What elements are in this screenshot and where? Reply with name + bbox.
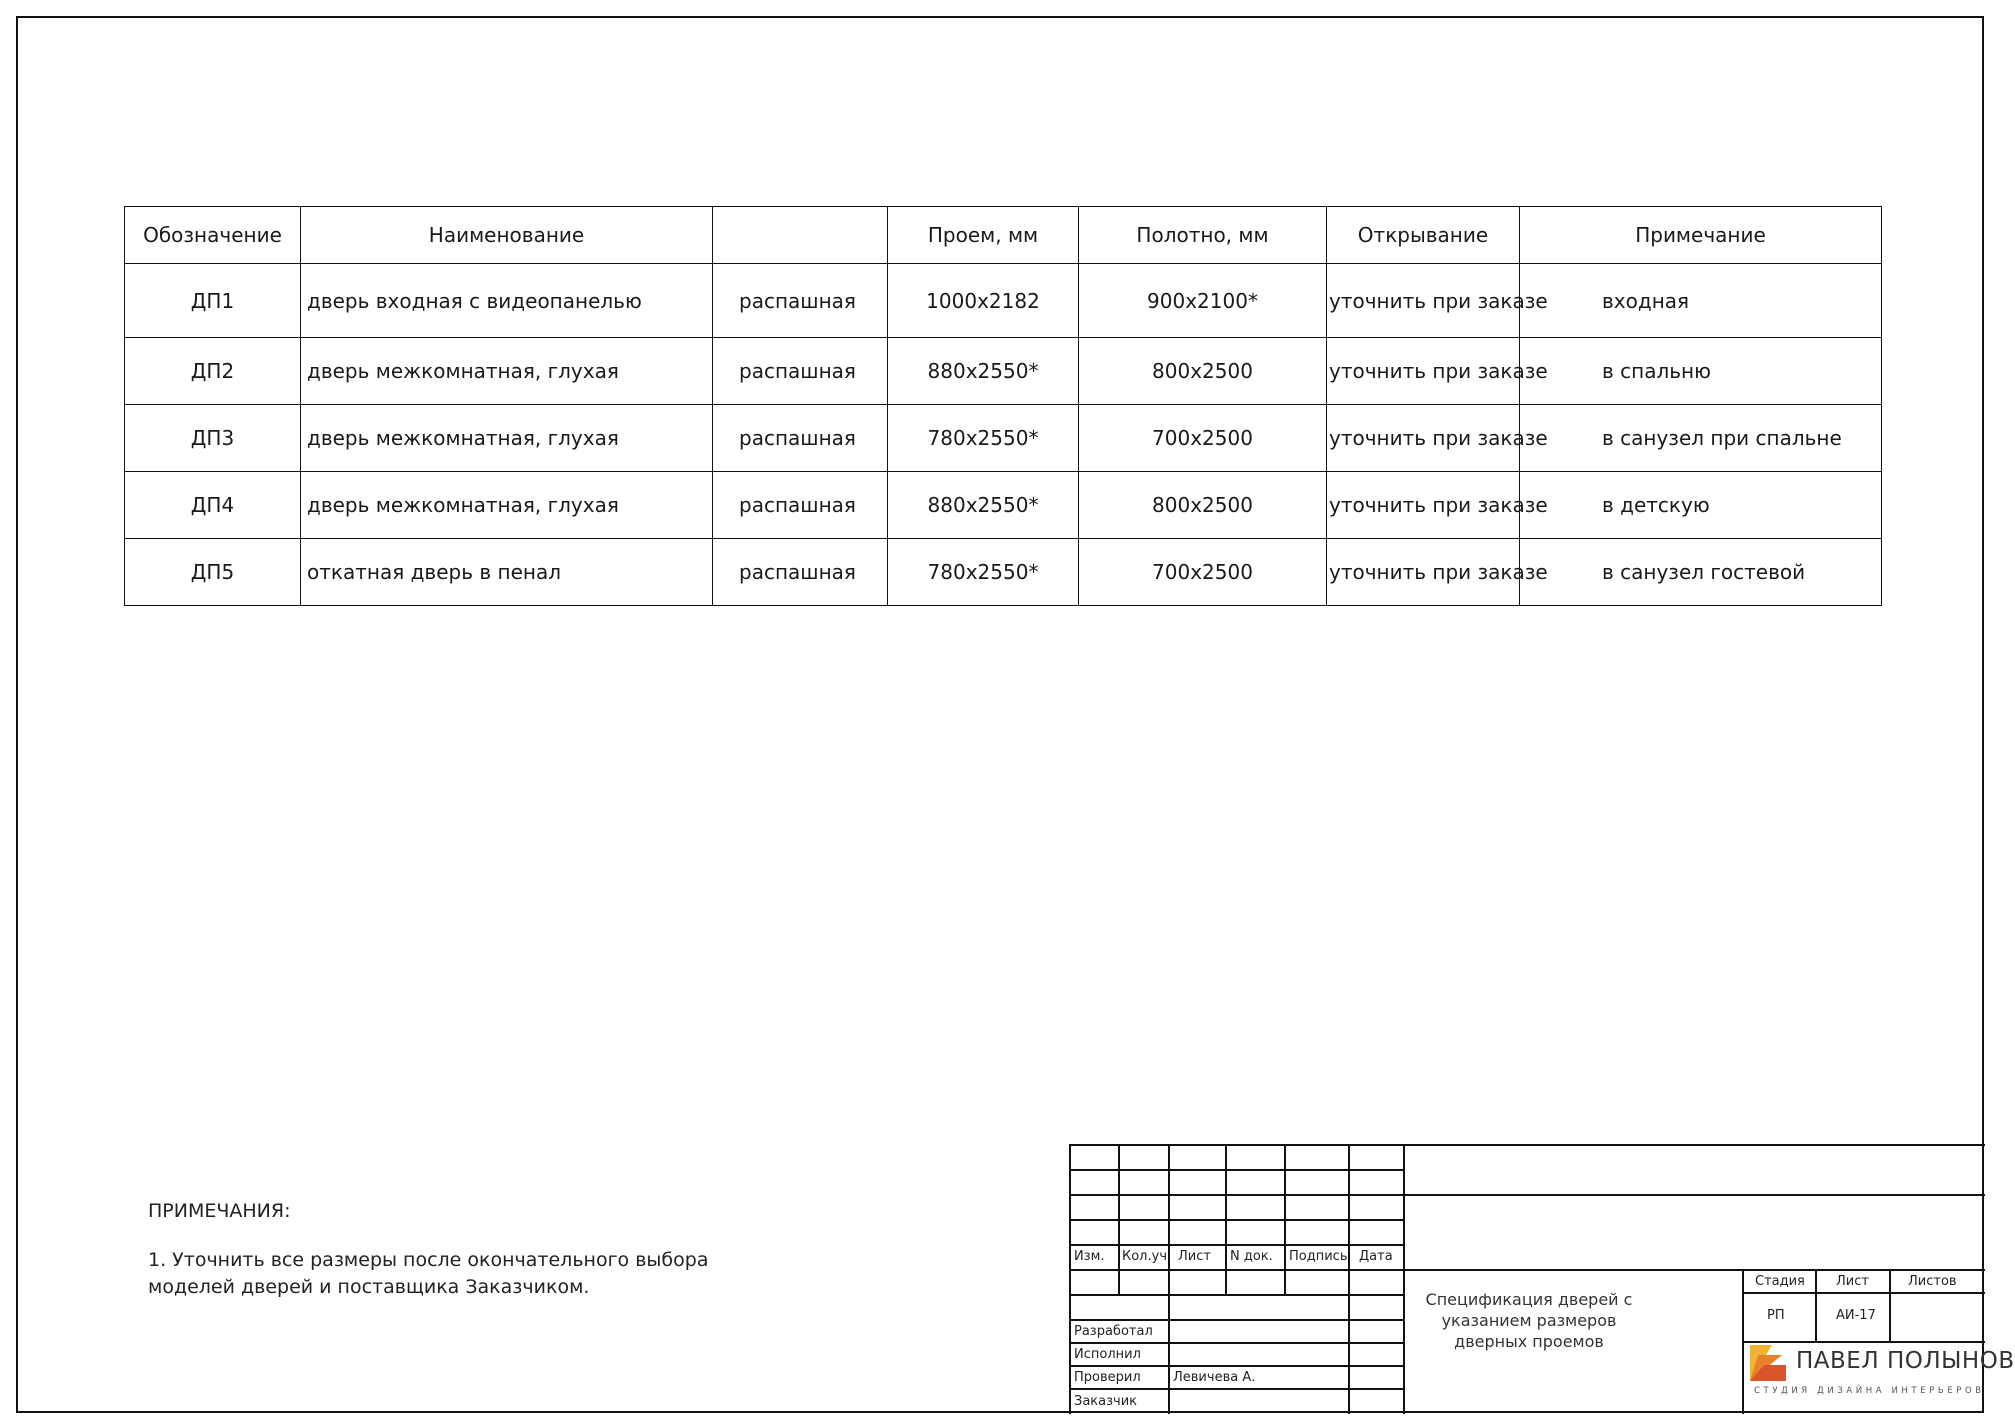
cell-leaf-size: 800x2500 [1079,338,1327,405]
stage-value: РП [1767,1308,1785,1323]
cell-note: входная [1520,264,1882,338]
cell-designation: ДП3 [125,405,301,472]
cell-name: дверь межкомнатная, глухая [301,338,713,405]
cell-opening-direction: уточнить при заказе [1327,264,1520,338]
cell-leaf-size: 800x2500 [1079,472,1327,539]
col-header-change: Изм. [1074,1249,1105,1264]
cell-designation: ДП1 [125,264,301,338]
cell-type: распашная [713,264,888,338]
cell-opening-size: 880x2550* [888,338,1079,405]
cell-opening-size: 780x2550* [888,539,1079,606]
notes-title: ПРИМЕЧАНИЯ: [148,1200,291,1222]
table-row [125,338,1882,405]
table-row [125,472,1882,539]
cell-opening-direction: уточнить при заказе [1327,539,1520,606]
role-checker: Проверил [1074,1370,1141,1385]
cell-leaf-size: 700x2500 [1079,405,1327,472]
studio-logo-icon [1750,1345,1786,1381]
cell-opening-size: 780x2550* [888,405,1079,472]
notes-line: моделей дверей и поставщика Заказчиком. [148,1276,590,1298]
header-designation: Обозначение [125,207,301,264]
cell-name: откатная дверь в пенал [301,539,713,606]
col-header-doc-number: N док. [1230,1249,1273,1264]
header-name: Наименование [301,207,713,264]
notes-line: 1. Уточнить все размеры после окончательного выбора [148,1249,709,1271]
cell-note: в санузел при спальне [1520,405,1882,472]
cell-note: в детскую [1520,472,1882,539]
cell-designation: ДП4 [125,472,301,539]
role-developer: Разработал [1074,1324,1153,1339]
col-header-sheet: Лист [1178,1249,1211,1264]
stage-label: Стадия [1755,1274,1805,1289]
cell-designation: ДП5 [125,539,301,606]
role-customer: Заказчик [1074,1394,1138,1409]
header-opening-direction: Открывание [1327,207,1520,264]
cell-type: распашная [713,539,888,606]
cell-leaf-size: 700x2500 [1079,539,1327,606]
door-specification-table [124,206,1882,606]
header-opening-size: Проем, мм [888,207,1079,264]
notes-block [148,1198,708,1301]
cell-opening-direction: уточнить при заказе [1327,338,1520,405]
studio-logo [1750,1342,2015,1404]
table-row [125,539,1882,606]
cell-name: дверь межкомнатная, глухая [301,405,713,472]
sheet-title-line: Спецификация дверей с [1425,1290,1633,1309]
sheet-title-line: дверных проемов [1454,1332,1604,1351]
cell-name: дверь межкомнатная, глухая [301,472,713,539]
studio-subtitle: СТУДИЯ ДИЗАЙНА ИНТЕРЬЕРОВ [1754,1386,1985,1396]
cell-designation: ДП2 [125,338,301,405]
role-executor: Исполнил [1074,1347,1141,1362]
studio-name: ПАВЕЛ ПОЛЫНОВ [1796,1348,2015,1374]
col-header-count: Кол.уч. [1122,1249,1172,1264]
cell-opening-direction: уточнить при заказе [1327,472,1520,539]
cell-note: в спальню [1520,338,1882,405]
cell-name: дверь входная с видеопанелью [301,264,713,338]
checker-name: Левичева А. [1173,1370,1256,1385]
sheet-title [1399,1289,1659,1352]
cell-type: распашная [713,472,888,539]
cell-opening-size: 880x2550* [888,472,1079,539]
col-header-signature: Подпись [1289,1249,1348,1264]
header-leaf-size: Полотно, мм [1079,207,1327,264]
cell-type: распашная [713,338,888,405]
table-row [125,405,1882,472]
title-block [1069,1144,2015,1414]
col-header-date: Дата [1359,1249,1393,1264]
header-note: Примечание [1520,207,1882,264]
sheet-value: АИ-17 [1836,1308,1876,1323]
cell-opening-direction: уточнить при заказе [1327,405,1520,472]
cell-note: в санузел гостевой [1520,539,1882,606]
table-header-row [125,207,1882,264]
cell-opening-size: 1000x2182 [888,264,1079,338]
sheet-title-line: указанием размеров [1441,1311,1617,1330]
sheet-label: Лист [1836,1274,1869,1289]
cell-leaf-size: 900x2100* [1079,264,1327,338]
header-type [713,207,888,264]
sheets-label: Листов [1908,1274,1957,1289]
cell-type: распашная [713,405,888,472]
table-row [125,264,1882,338]
